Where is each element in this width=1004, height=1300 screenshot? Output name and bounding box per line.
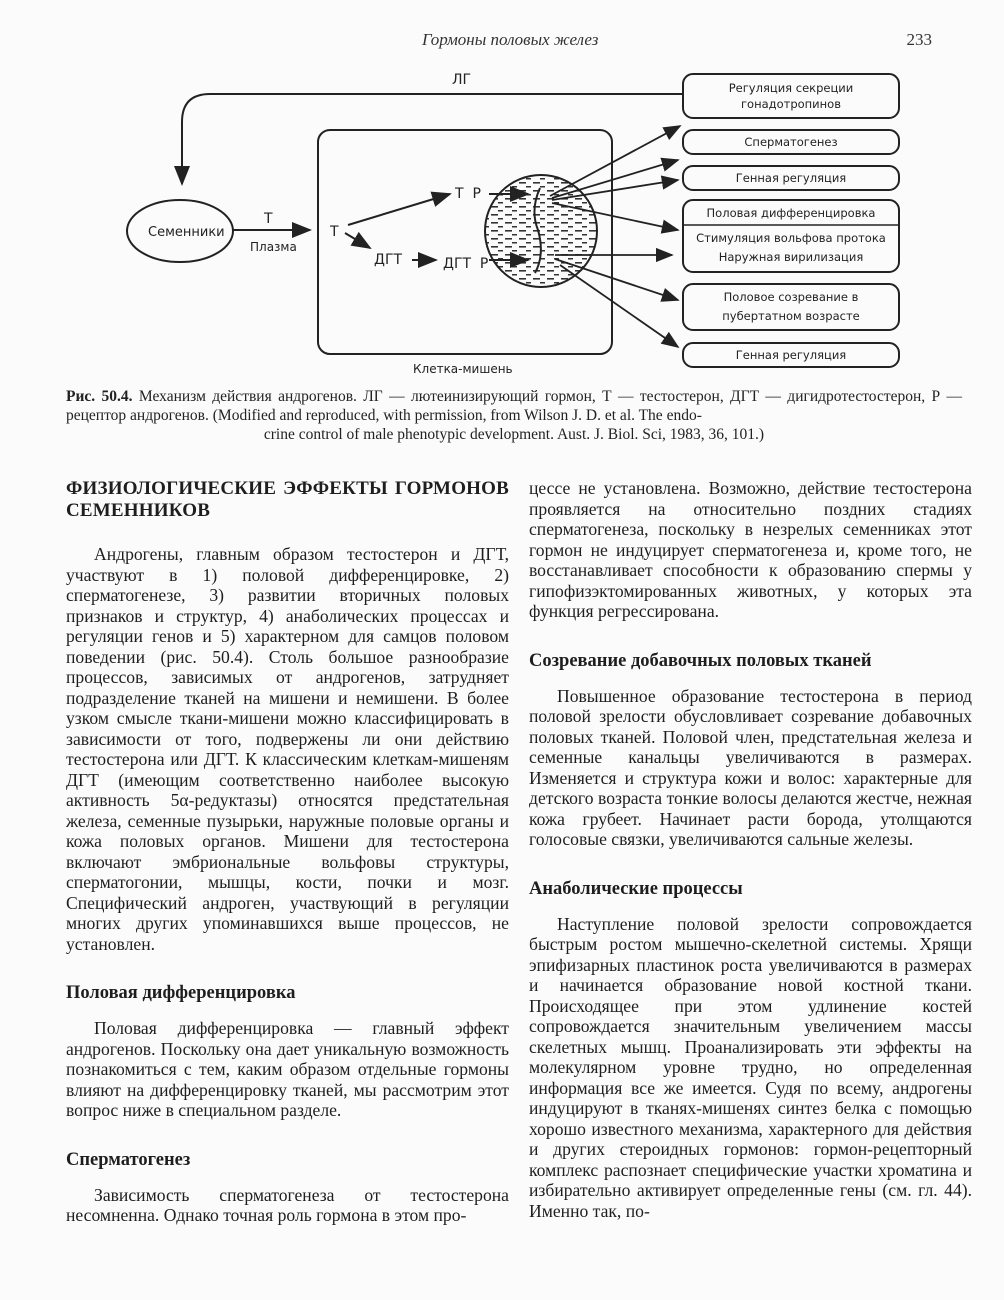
subhead-spermatogenesis: Сперматогенез bbox=[66, 1149, 191, 1170]
right-column bbox=[529, 478, 972, 1221]
svg-text:пубертатном возрасте: пубертатном возрасте bbox=[722, 309, 860, 323]
dht-label: ДГТ bbox=[374, 252, 403, 268]
target-cell-label: Клетка-мишень bbox=[413, 362, 513, 376]
effect-box-sexual-differentiation bbox=[683, 200, 899, 272]
svg-text:Половая дифференцировка: Половая дифференцировка bbox=[706, 206, 876, 220]
effect-box-gonadotropin bbox=[683, 74, 899, 118]
effect-box-gene-regulation-2 bbox=[683, 343, 899, 367]
nucleus bbox=[485, 175, 597, 287]
running-title: Гормоны половых желез bbox=[422, 30, 599, 49]
plasma-t-label: Т bbox=[264, 211, 273, 227]
svg-text:Стимуляция вольфова протока: Стимуляция вольфова протока bbox=[696, 231, 886, 245]
svg-text:Половое созревание в: Половое созревание в bbox=[723, 290, 859, 304]
testes-label: Семенники bbox=[148, 225, 225, 240]
effect-box-puberty bbox=[683, 284, 899, 330]
plasma-label: Плазма bbox=[250, 240, 297, 254]
cell-t-label: Т bbox=[330, 224, 339, 240]
lh-label: ЛГ bbox=[452, 72, 472, 88]
paragraph-intro: Андрогены, главным образом тестостерон и ДГТ, участвуют в 1) половой дифференцировке, 2) сперматогенезе, 3) развитии вторичных половых признаков и структур, 4) анаболических процессах и регуляции генов и 5) характерном для самцов половом поведении (рис. 50.4). Столь большое разнообразие процессов, зависимых от андрогенов, затрудняет подразделение тканей на мишени и немишени. В более узком смысле ткани-мишени можно классифицировать в зависимости от того, подвержены ли они действию тестостерона или ДГТ. К классическим клеткам-мишеням ДГТ (имеющим соответственно наиболее высокую активность 5α-редуктазы) относятся предстательная железа, семенные пузырьки, наружные половые органы и кожа половых органов. Мишени для тестостерона включают эмбриональные вольфовы структуры, сперматогонии, мышцы, кости, почки и мозг. Специфический андроген, участвующий в регуляции многих других упоминавшихся выше процессов, не установлен. bbox=[66, 544, 509, 954]
dht-receptor-label: ДГТ Р bbox=[443, 256, 489, 272]
figure-androgen-mechanism bbox=[0, 60, 1004, 380]
caption-label: Рис. 50.4. bbox=[66, 388, 133, 405]
running-head bbox=[0, 30, 1004, 54]
subhead-accessory-tissues: Созревание добавочных половых тканей bbox=[529, 650, 872, 671]
figure-caption bbox=[66, 387, 962, 444]
caption-text: Механизм действия андрогенов. ЛГ — лютеинизирующий гормон, Т — тестостерон, ДГТ — дигидротестостерон, Р — рецептор андрогенов. (Modified and reproduced, with permission, from Wilson J. D. et al. The endo- bbox=[66, 388, 963, 424]
subhead-anabolic: Анаболические процессы bbox=[529, 878, 743, 899]
paragraph-anabolic: Наступление половой зрелости сопровождается быстрым ростом мышечно-скелетной системы. Хрящи эпифизарных пластинок роста увеличиваются в размерах и начинается образование новой костной ткани. Происходящее при этом удлинение костей сопровождается значительным увеличением массы скелетных мышц. Проанализировать эти эффекты на молекулярном уровне трудно, но определенная информация все же имеется. Судя по всему, андрогены индуцируют в тканях-мишенях синтез белка с помощью хорошо известного механизма, характерного для действия и других стероидных гормонов: гормон-рецепторный комплекс распознает специфические участки хроматина и избирательно активирует определенные гены (см. гл. 44). Именно так, по- bbox=[529, 913, 972, 1221]
paragraph-spermatogenesis: Зависимость сперматогенеза от тестостерона несомненна. Однако точная роль гормона в этом про- bbox=[66, 1184, 509, 1225]
svg-text:Генная регуляция: Генная регуляция bbox=[735, 348, 847, 362]
svg-text:Генная регуляция: Генная регуляция bbox=[735, 171, 847, 185]
diagram bbox=[0, 60, 1004, 380]
paragraph-accessory-tissues: Повышенное образование тестостерона в период половой зрелости обусловливает созревание добавочных половых тканей. Половой член, предстательная железа и семенные канальцы увеличиваются в размерах. Изменяется и структура кожи и волос: характерные для детского возраста тонкие волосы делаются жестче, нежная кожа грубеет. Начинает расти борода, утолщаются голосовые связки, увеличиваются сальные железы. bbox=[529, 685, 972, 849]
subhead-sexual-differentiation: Половая дифференцировка bbox=[66, 983, 296, 1003]
svg-text:гонадотропинов: гонадотропинов bbox=[741, 97, 841, 111]
effect-box-spermatogenesis bbox=[683, 130, 899, 154]
effect-box-gene-regulation-1 bbox=[683, 166, 899, 190]
svg-text:Наружная вирилизация: Наружная вирилизация bbox=[718, 250, 864, 264]
left-column bbox=[66, 478, 509, 1226]
paragraph-sexual-differentiation: Половая дифференцировка — главный эффект андрогенов. Поскольку она дает уникальную возможность познакомиться с тем, каким образом отдельные гормоны влияют на дифференцировку тканей, мы рассмотрим этот вопрос ниже в специальном разделе. bbox=[66, 1018, 509, 1120]
svg-text:Сперматогенез: Сперматогенез bbox=[744, 135, 838, 149]
caption-text-last: crine control of male phenotypic development. Aust. J. Biol. Sci, 1983, 36, 101.) bbox=[263, 426, 765, 443]
section-title: ФИЗИОЛОГИЧЕСКИЕ ЭФФЕКТЫ ГОРМОНОВ СЕМЕННИКОВ bbox=[66, 478, 509, 521]
svg-text:Регуляция секреции: Регуляция секреции bbox=[728, 81, 854, 95]
t-receptor-label: Т Р bbox=[455, 186, 481, 202]
page-number: 233 bbox=[906, 30, 932, 49]
paragraph-spermatogenesis-cont: цессе не установлена. Возможно, действие тестостерона проявляется на относительно поздних стадиях сперматогенеза, поскольку в незрелых семенниках этот гормон не индуцирует сперматогенеза и, кроме того, не восстанавливает способности к образованию спермы у гипофизэктомированных животных, у которых эта функция регрессирована. bbox=[529, 478, 972, 621]
